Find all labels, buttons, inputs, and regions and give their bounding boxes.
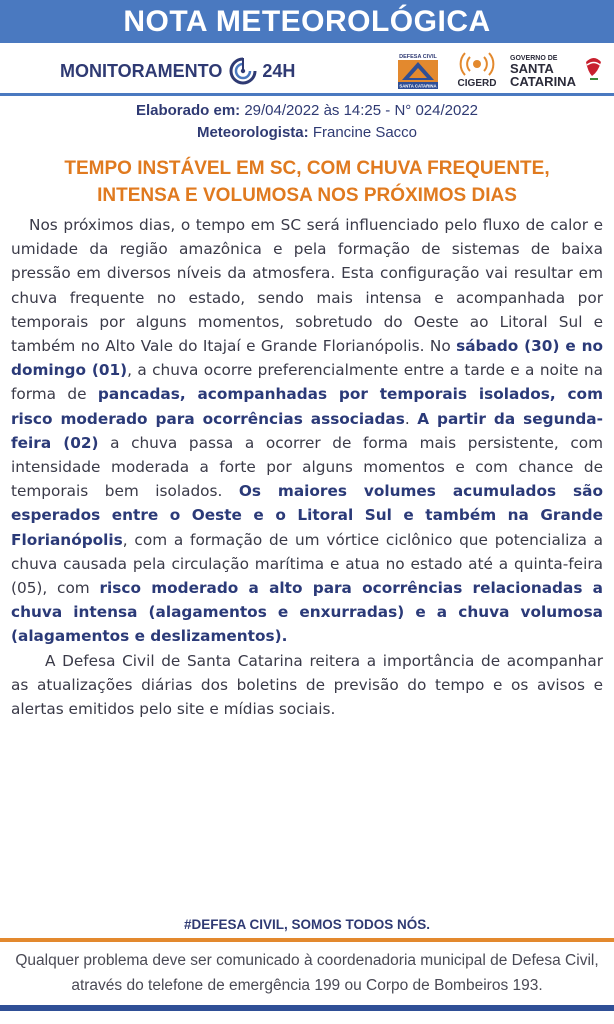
logo-band [0,45,614,95]
p1-text-c: , a chuva ocorre preferencialmente entre a tarde e a noite na forma de [11,361,603,404]
meteorologista-line [0,122,614,144]
sc-name-1: SANTA [510,61,554,76]
paragraph-1 [11,213,603,649]
monitor-label: MONITORAMENTO [60,60,223,81]
p1-bold-segunda: A partir da segunda-feira (02) [11,409,603,452]
meteorologista-value: Francine Sacco [312,124,418,141]
monitor-suffix: 24H [262,60,296,81]
santa-catarina-logo [508,52,604,88]
p1-bold-weekend: sábado (30) e no domingo (01) [11,337,603,380]
elaborado-label: Elaborado em: [135,102,241,119]
defesa-civil-sub: SANTA CATARINA [399,83,437,89]
slogan: #DEFESA CIVIL, SOMOS TODOS NÓS. [183,917,431,932]
p1-text-g: a chuva passa a ocorrer de forma mais persistente, com intensidade moderada a forte por alguns momentos e com chance de temporais bem isolados. [11,433,603,501]
monitoramento-logo [60,56,295,86]
title-bar [0,0,614,45]
paragraph-2: A Defesa Civil de Santa Catarina reitera a importância de acompanhar as atualizações diárias dos boletins de previsão do tempo e os avisos e alertas emitidos pelo site e mídias sociais. [11,651,603,719]
header-divider [0,93,614,96]
defesa-civil-logo [396,51,440,89]
sc-name-2: CATARINA [510,74,576,88]
footer-notice [0,944,614,1004]
cigerd-text: CIGERD [457,78,497,89]
elaborado-line [0,100,614,122]
meta-info [0,100,614,144]
body-text [11,213,603,721]
p1-bold-pancadas: pancadas, acompanhadas por temporais isolados, com risco moderado para ocorrências associadas [11,385,604,428]
headline-line-1: TEMPO INSTÁVEL EM SC, COM CHUVA FREQUENTE, [64,158,550,179]
p1-text-e: . [404,409,418,428]
page-title: NOTA METEOROLÓGICA [123,4,491,38]
p1-bold-volumes: Os maiores volumes acumulados são esperados entre o Oeste e o Litoral Sul e também na Grande Florianópolis [11,482,603,549]
footer-line-2: através do telefone de emergência 199 ou Corpo de Bombeiros 193. [71,977,543,994]
p1-bold-risco: risco moderado a alto para ocorrências relacionadas a chuva intensa (alagamentos e enxurradas) e a chuva volumosa (alagamentos e deslizamentos). [11,579,603,646]
cigerd-logo [452,49,502,91]
footer-divider-blue [0,1005,614,1011]
sc-gov-text: GOVERNO DE [510,55,558,62]
clock-icon [228,56,258,86]
footer-divider-orange [0,938,614,942]
meteorologista-label: Meteorologista: [196,124,309,141]
headline [0,155,614,209]
p1-text-a: Nos próximos dias, o tempo em SC será influenciado pelo fluxo de calor e umidade da região amazônica e pela formação de sistemas de baixa pressão em diversos níveis da atmosfera. Esta configuração vai resultar em chuva frequente no estado, sendo mais intensa e acompanhada por temporais por alguns momentos, sobretudo do Oeste ao Litoral Sul e também no Alto Vale do Itajaí e Grande Florianópolis. No [11,216,603,356]
p1-text-i: , com a formação de um vórtice ciclônico que potencializa a chuva causada pela circulação marítima e atua no estado até a quinta-feira (05), com [11,530,603,598]
elaborado-value: 29/04/2022 às 14:25 - N° 024/2022 [244,102,479,119]
defesa-civil-text: DEFESA CIVIL [399,54,437,60]
footer-line-1: Qualquer problema deve ser comunicado à coordenadoria municipal de Defesa Civil, [15,952,599,969]
headline-line-2: INTENSA E VOLUMOSA NOS PRÓXIMOS DIAS [97,185,517,206]
